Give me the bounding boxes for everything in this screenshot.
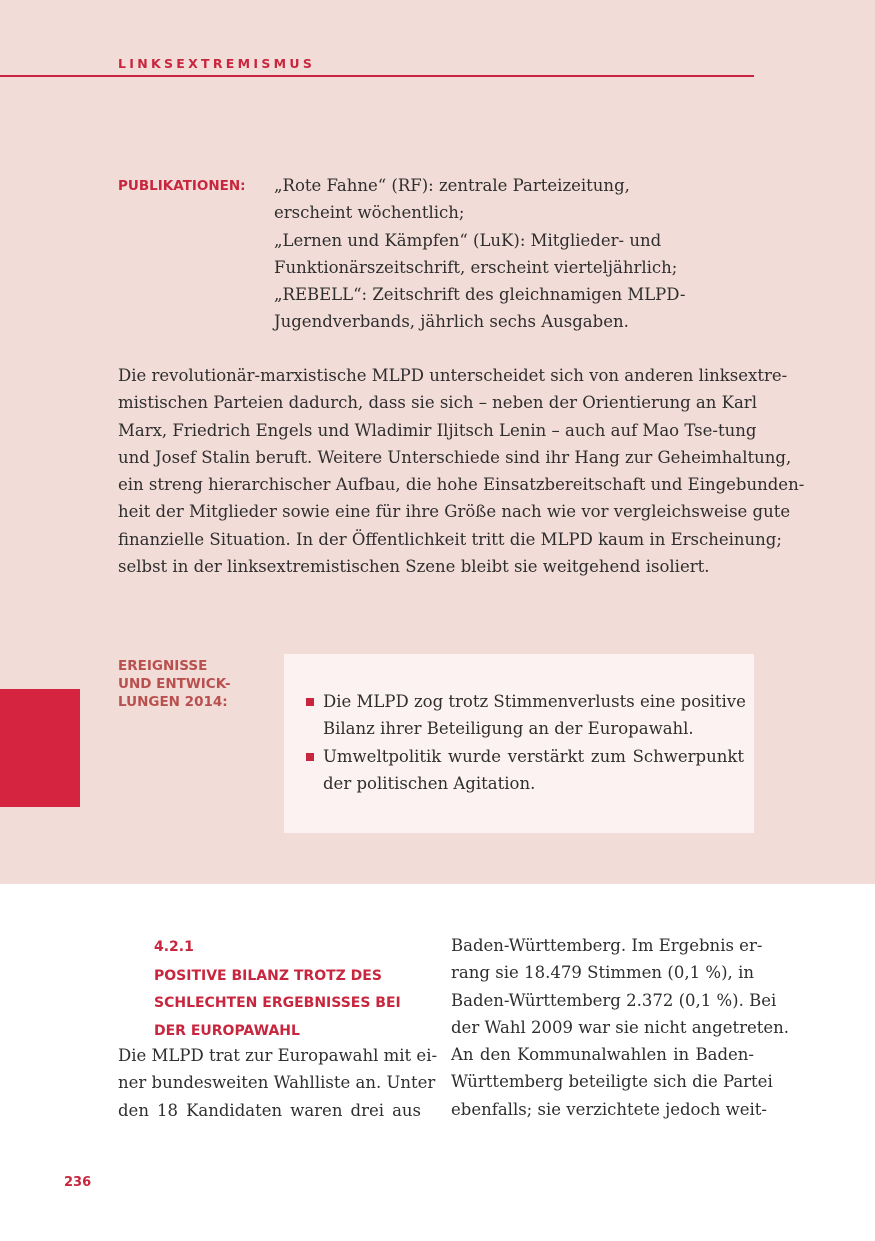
bullet-line: der politischen Agitation.	[323, 773, 536, 793]
publication-line: Funktionärszeitschrift, erscheint vierteljährlich;	[274, 257, 678, 277]
section-title-line: POSITIVE BILANZ TROTZ DES	[154, 968, 382, 984]
bullet-line: Die MLPD zog trotz Stimmenverlusts eine positive	[323, 692, 746, 711]
square-bullet-icon	[306, 698, 314, 706]
column-line: Die MLPD trat zur Europawahl mit ei-	[118, 1046, 438, 1065]
bullet-line: Bilanz ihrer Beteiligung an der Europawahl.	[323, 719, 694, 739]
left-text-column	[118, 1042, 438, 1124]
events-bullet-list	[304, 688, 744, 797]
section-title-line: DER EUROPAWAHL	[154, 1022, 300, 1039]
events-box	[284, 654, 754, 833]
column-line: ner bundesweiten Wahlliste an. Unter	[118, 1073, 436, 1093]
running-header: LINKSEXTREMISMUS	[118, 56, 316, 71]
paragraph-line: mistischen Parteien dadurch, dass sie sich – neben der Orientierung an Karl	[118, 393, 757, 413]
list-item	[304, 688, 744, 743]
publication-line: „Rote Fahne“ (RF): zentrale Parteizeitung,	[274, 176, 630, 195]
column-line: Baden-Württemberg 2.372 (0,1 %). Bei	[451, 990, 777, 1010]
chapter-tab-marker	[0, 689, 80, 807]
publication-line: erscheint wöchentlich;	[274, 203, 465, 223]
paragraph-line: ein streng hierarchischer Aufbau, die hohe Einsatzbereitschaft und Eingebunden-	[118, 475, 805, 495]
publication-line: Jugendverbands, jährlich sechs Ausgaben.	[274, 312, 629, 332]
paragraph-line: Marx, Friedrich Engels und Wladimir Iljitsch Lenin – auch auf Mao Tse-tung	[118, 420, 757, 440]
paragraph-line: selbst in der linksextremistischen Szene bleibt sie weitgehend isoliert.	[118, 557, 710, 577]
events-label	[118, 657, 278, 711]
header-rule	[0, 75, 754, 77]
events-label-line: EREIGNISSE	[118, 658, 208, 674]
column-line: den 18 Kandidaten waren drei aus	[118, 1100, 421, 1120]
publications-list	[274, 172, 744, 336]
column-line: rang sie 18.479 Stimmen (0,1 %), in	[451, 963, 754, 983]
column-line: Württemberg beteiligte sich die Partei	[451, 1072, 773, 1092]
main-paragraph	[118, 362, 805, 580]
section-number: 4.2.1	[154, 939, 194, 955]
page-number: 236	[64, 1175, 92, 1190]
paragraph-line: und Josef Stalin beruft. Weitere Unterschiede sind ihr Hang zur Geheimhaltung,	[118, 447, 792, 467]
right-text-column	[451, 932, 790, 1123]
publication-line: „REBELL“: Zeitschrift des gleichnamigen MLPD-	[274, 285, 686, 305]
events-label-line: LUNGEN 2014:	[118, 694, 228, 710]
square-bullet-icon	[306, 753, 314, 761]
events-label-line: UND ENTWICK-	[118, 676, 231, 692]
paragraph-line: finanzielle Situation. In der Öffentlichkeit tritt die MLPD kaum in Erscheinung;	[118, 529, 782, 549]
paragraph-line: Die revolutionär-marxistische MLPD unterscheidet sich von anderen linksextre-	[118, 366, 788, 385]
column-line: ebenfalls; sie verzichtete jedoch weit-	[451, 1099, 767, 1119]
section-title-line: SCHLECHTEN ERGEBNISSES BEI	[154, 995, 401, 1012]
list-item	[304, 743, 744, 798]
bullet-line: Umweltpolitik wurde verstärkt zum Schwerpunkt	[323, 746, 744, 766]
section-title	[154, 963, 424, 1045]
publications-label: PUBLIKATIONEN:	[118, 178, 246, 194]
paragraph-line: heit der Mitglieder sowie eine für ihre Größe nach wie vor vergleichsweise gute	[118, 502, 791, 522]
column-line: Baden-Württemberg. Im Ergebnis er-	[451, 936, 763, 955]
column-line: der Wahl 2009 war sie nicht angetreten.	[451, 1017, 790, 1037]
column-line: An den Kommunalwahlen in Baden-	[451, 1045, 754, 1065]
publication-line: „Lernen und Kämpfen“ (LuK): Mitglieder- und	[274, 230, 662, 250]
